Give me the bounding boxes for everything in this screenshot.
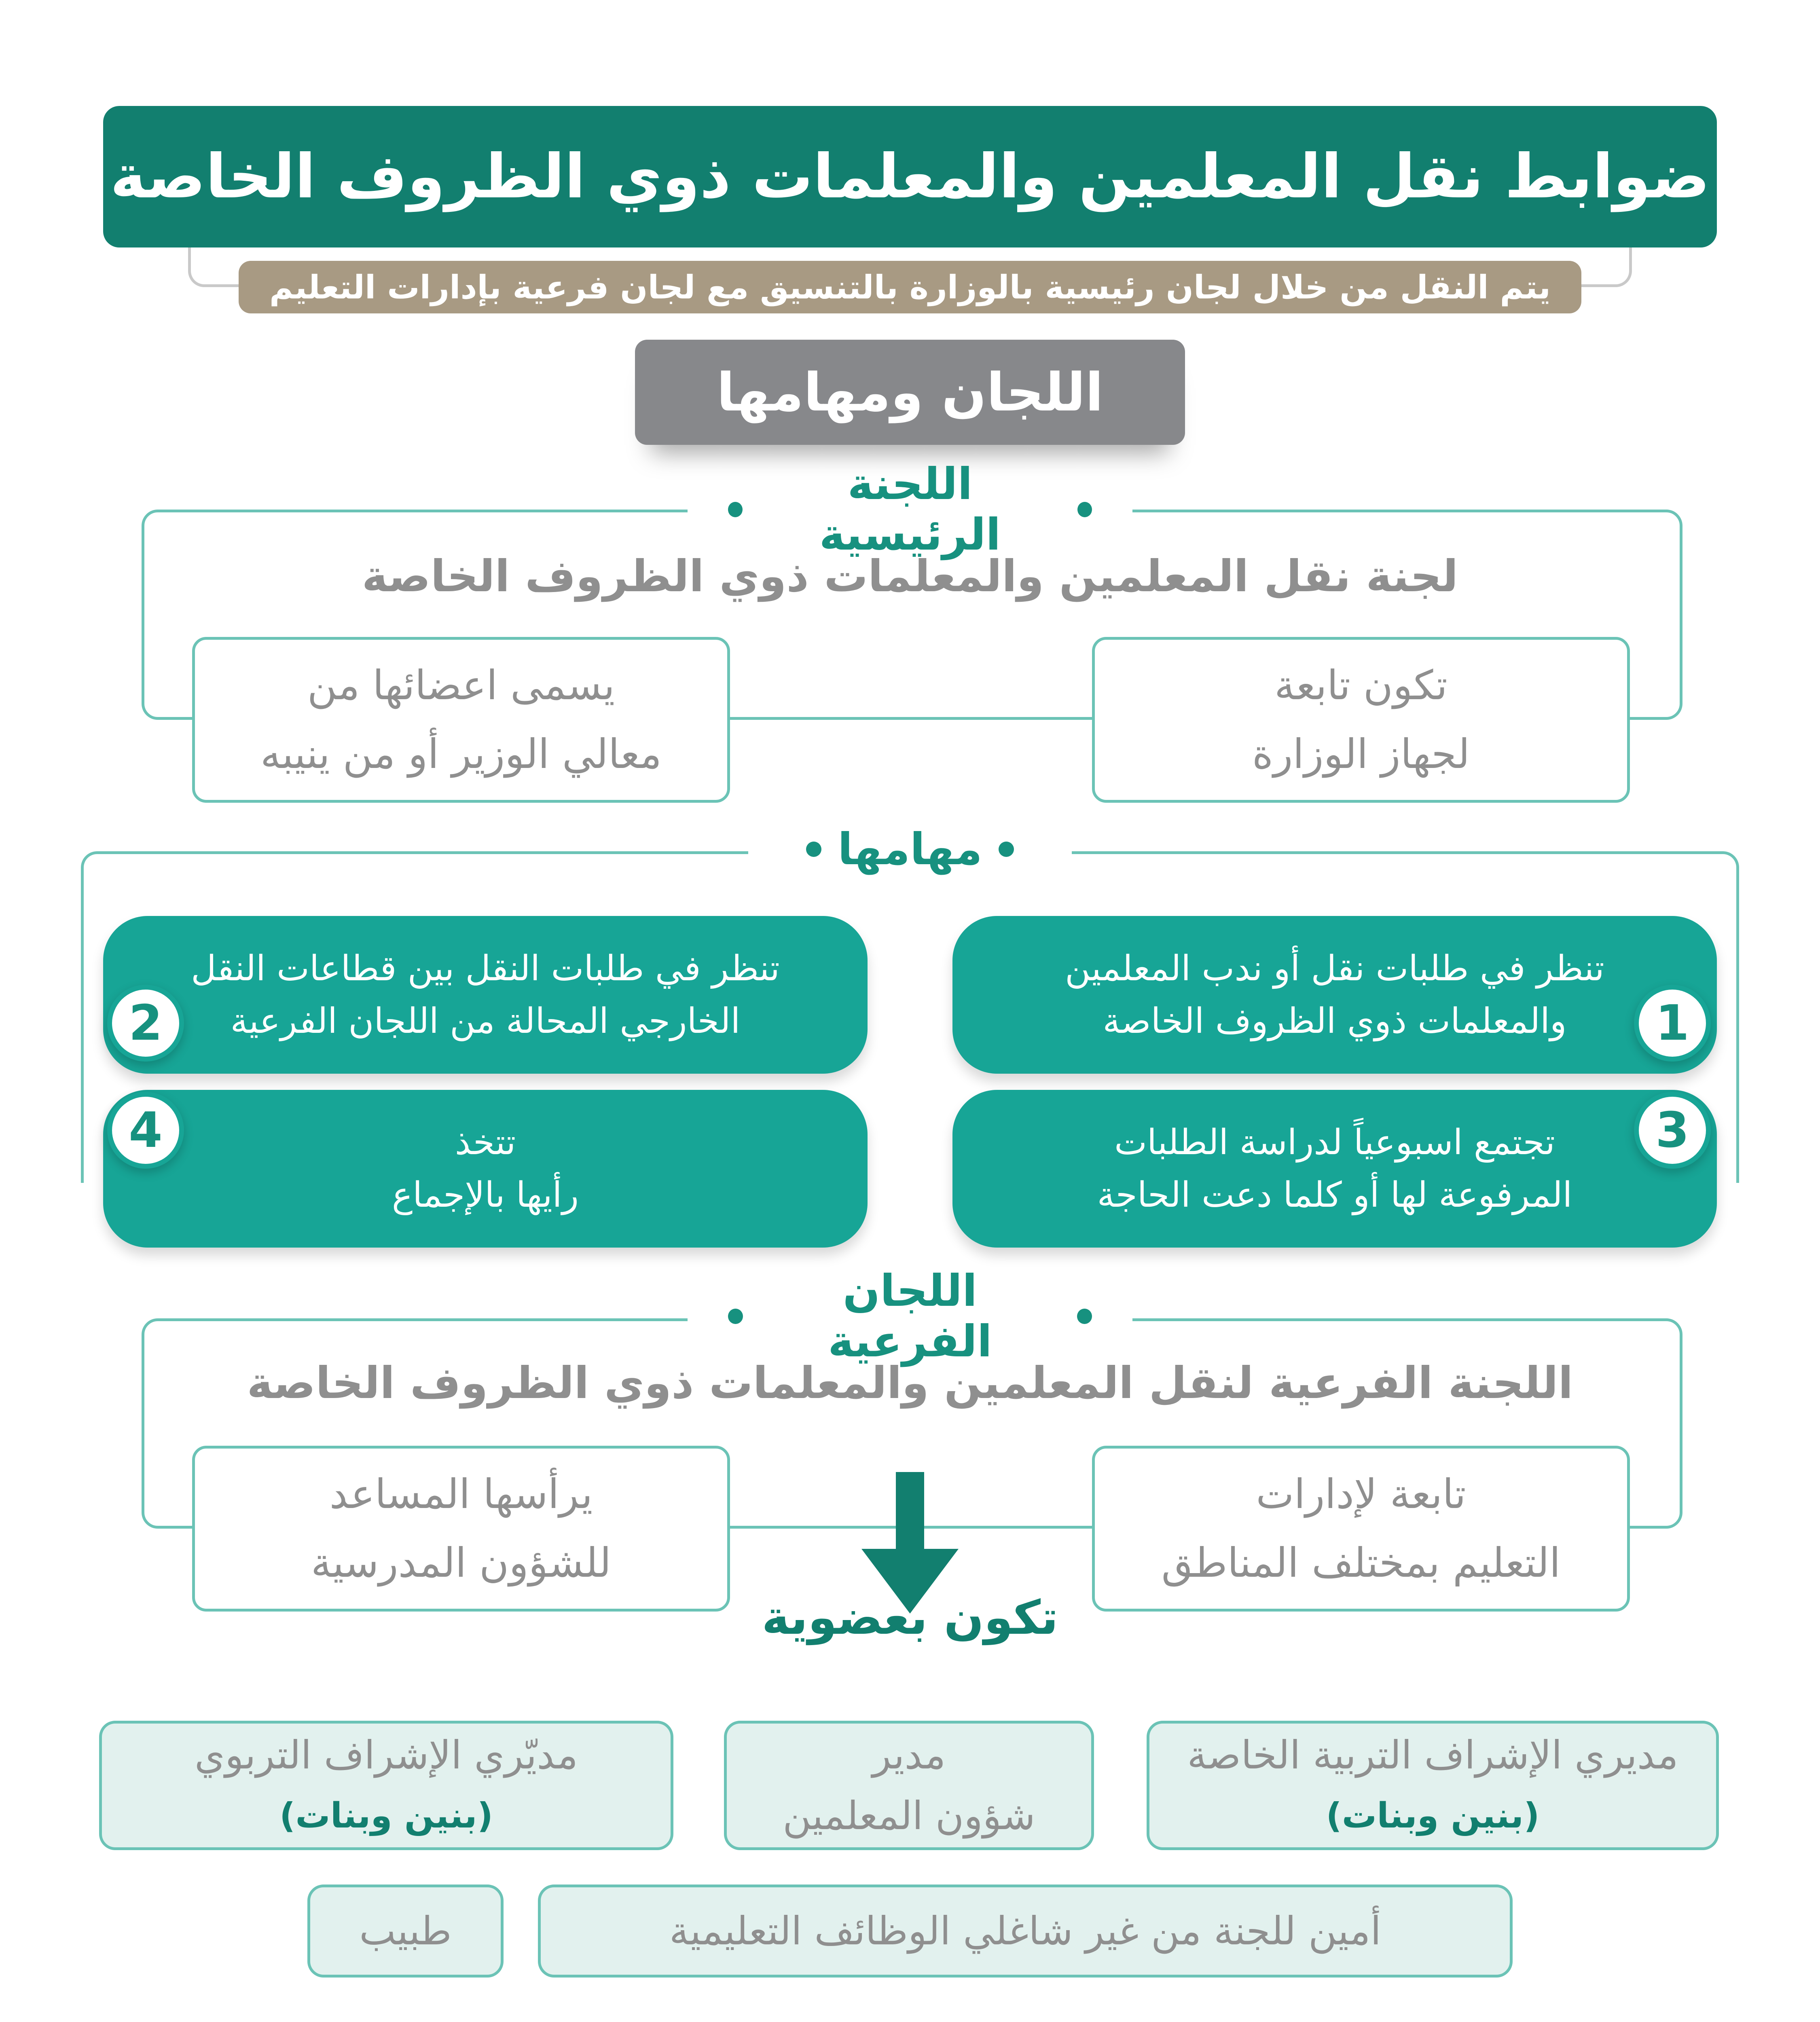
bullet-icon <box>728 502 743 517</box>
member-educational-supervisors: مديّري الإشراف التربوي (بنين وبنات) <box>99 1721 673 1850</box>
committees-badge: اللجان ومهامها <box>635 340 1185 445</box>
bullet-icon <box>1077 1309 1092 1324</box>
bullet-icon <box>999 842 1014 857</box>
sub-committees-affiliation-box: تابعة لإدارات التعليم بمختلف المناطق <box>1092 1446 1630 1612</box>
sub-committees-label: اللجان الفرعية <box>688 1290 1132 1343</box>
main-committee-label: اللجنة الرئيسية <box>688 483 1132 536</box>
main-task-2: تنظر في طلبات النقل بين قطاعات النقل الخارجي المحالة من اللجان الفرعية <box>103 916 868 1074</box>
page-subtitle: يتم النقل من خلال لجان رئيسية بالوزارة بالتنسيق مع لجان فرعية بإدارات التعليم <box>239 261 1581 313</box>
main-committee-members-box: يسمى اعضائها من معالي الوزير أو من ينيبه <box>192 637 730 803</box>
task-number-badge: 4 <box>107 1092 184 1169</box>
bullet-icon <box>728 1309 743 1324</box>
sub-committees-description: اللجنة الفرعية لنقل المعلمين والمعلمات ذوي الظروف الخاصة <box>247 1358 1573 1409</box>
bullet-icon <box>1077 502 1092 517</box>
main-committee-affiliation-box: تكون تابعة لجهاز الوزارة <box>1092 637 1630 803</box>
member-doctor: طبيب <box>307 1885 504 1978</box>
sub-committees-chair-box: يرأسها المساعد للشؤون المدرسية <box>192 1446 730 1612</box>
task-number-badge: 1 <box>1634 985 1711 1062</box>
main-task-4: تتخذ رأيها بالإجماع <box>103 1090 868 1248</box>
main-committee-description: لجنة نقل المعلمين والمعلمات ذوي الظروف الخاصة <box>362 551 1458 602</box>
arrow-down-icon <box>896 1472 924 1553</box>
main-tasks-label: مهامها <box>748 821 1072 878</box>
member-special-education-supervisors: مديري الإشراف التربية الخاصة (بنين وبنات) <box>1147 1721 1719 1850</box>
member-committee-secretary: أمين للجنة من غير شاغلي الوظائف التعليمية <box>538 1885 1513 1978</box>
main-task-1: تنظر في طلبات نقل أو ندب المعلمين والمعلمات ذوي الظروف الخاصة <box>952 916 1717 1074</box>
membership-label: تكون بعضوية <box>762 1590 1058 1645</box>
task-number-badge: 2 <box>107 985 184 1062</box>
main-task-3: تجتمع اسبوعياً لدراسة الطلبات المرفوعة لها أو كلما دعت الحاجة <box>952 1090 1717 1248</box>
member-teachers-affairs-director: مدير شؤون المعلمين <box>724 1721 1094 1850</box>
page-title: ضوابط نقل المعلمين والمعلمات ذوي الظروف الخاصة <box>103 106 1717 247</box>
task-number-badge: 3 <box>1634 1092 1711 1169</box>
bullet-icon <box>806 842 821 857</box>
